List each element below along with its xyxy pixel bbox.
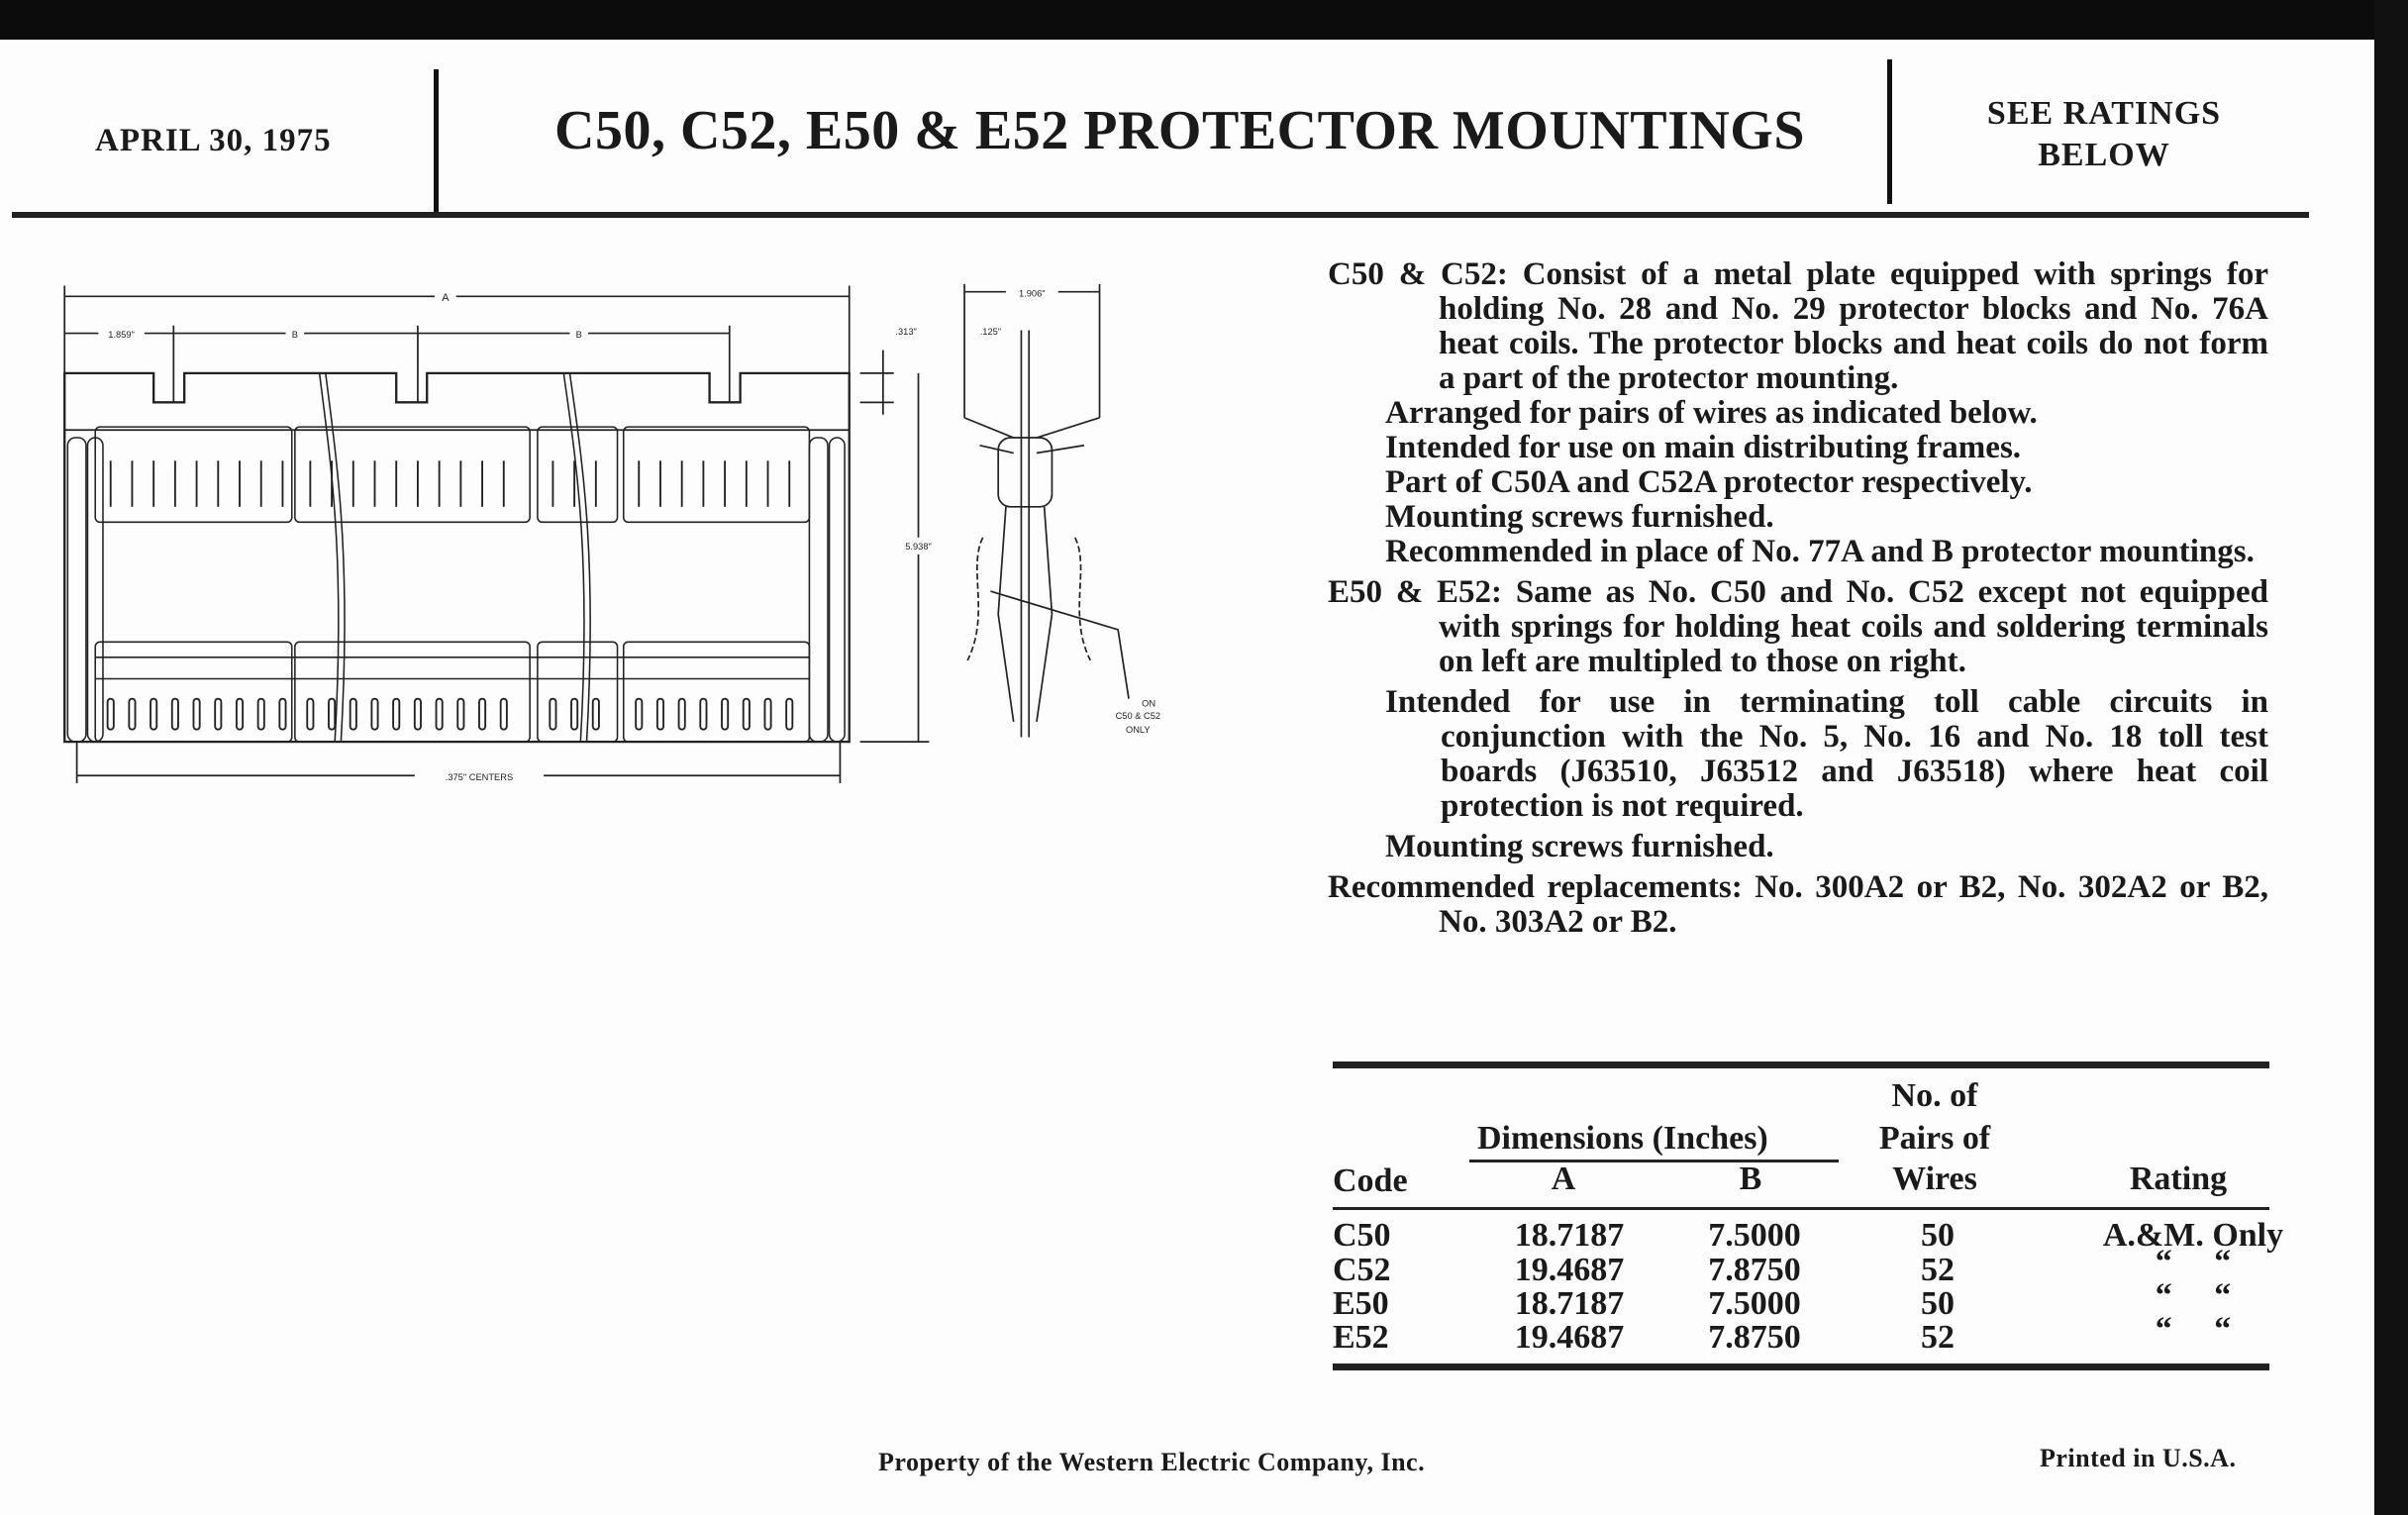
terminal-slot [437,699,443,730]
description-paragraph: Recommended replacements: No. 300A2 or B2, No. 302A2 or B2, No. 303A2 or B2. [1328,869,2268,940]
cell-pairs: 50 [1921,1217,1955,1254]
cell-pairs: 52 [1921,1319,1955,1356]
description-paragraph: Part of C50A and C52A protector respectively. [1385,464,2033,500]
terminal-slot [237,699,243,730]
terminal-slot [193,699,199,730]
cell-b: 7.8750 [1708,1252,1801,1288]
column-header-pairs: Pairs of [1878,1120,1991,1157]
terminal-slot [351,699,356,730]
terminal-slot [786,699,792,730]
column-header-code: Code [1333,1162,1408,1199]
terminal-slot [593,699,599,730]
terminal-slot [479,699,485,730]
cell-rating: “ “ [2155,1311,2232,1348]
terminal-slot [172,699,178,730]
table-rule [1333,1207,2269,1210]
terminal-slot [457,699,463,730]
description-paragraph: Recommended in place of No. 77A and B protector mountings. [1385,534,2255,569]
description-paragraph: Arranged for pairs of wires as indicated below. [1385,395,2038,431]
dim-label-centers: .375" CENTERS [445,771,514,782]
cell-code: C50 [1333,1217,1391,1254]
terminal-slot [393,699,399,730]
description-paragraph: Intended for use on main distributing frames. [1385,430,2022,465]
description-paragraph: Mounting screws furnished. [1385,829,1774,864]
description-paragraph: Intended for use in terminating toll cable circuits in conjunction with the No. 5, No. 16 and No. 18 toll test boards (J63510, J63512 and J63518) where heat coil protection is not required. [1385,684,2268,824]
column-header-dimensions: Dimensions (Inches) [1477,1120,1768,1157]
cell-b: 7.5000 [1708,1217,1801,1254]
terminal-slot [550,699,555,730]
terminal-slot [108,699,114,730]
cell-pairs: 50 [1921,1285,1955,1322]
column-header-rating: Rating [2129,1161,2228,1197]
dim-label-b: B [291,330,298,341]
dim-label-height: 5.938" [905,542,932,553]
terminal-slot [307,699,313,730]
dim-label-a: A [442,291,450,304]
column-header-b: B [1739,1161,1762,1197]
description-paragraph: E50 & E52: Same as No. C50 and No. C52 except not equipped with springs for holding heat coils and soldering terminals on left are multipled to those on right. [1328,574,2268,679]
terminal-slot [744,699,750,730]
cell-code: E50 [1333,1285,1389,1322]
terminal-slot [700,699,706,730]
terminal-slot [279,699,285,730]
date: APRIL 30, 1975 [95,123,332,158]
cell-b: 7.5000 [1708,1285,1801,1322]
terminal-slot [371,699,377,730]
terminal-slot [129,699,135,730]
page-title: C50, C52, E50 & E52 PROTECTOR MOUNTINGS [554,100,1806,161]
description-paragraph: Mounting screws furnished. [1385,499,1774,535]
description [1328,257,2268,940]
terminal-slot [258,699,264,730]
column-header-a: A [1551,1161,1576,1197]
column-header-pairs: Wires [1892,1161,1977,1197]
terminal-slot [415,699,421,730]
dim-label-side-stem: .125" [979,327,1002,338]
cell-b: 7.8750 [1708,1319,1801,1356]
terminal-slot [764,699,770,730]
terminal-slot [215,699,221,730]
column-header-pairs: No. of [1891,1077,1978,1114]
dim-label-side-width: 1.906" [1019,288,1046,299]
cell-rating: “ “ [2155,1277,2232,1314]
ratings-note-line: SEE RATINGS [1986,95,2222,132]
dimensions-underline [1469,1160,1839,1162]
cell-code: C52 [1333,1252,1391,1288]
terminal-slot [501,699,507,730]
terminal-slot [571,699,577,730]
terminal-slot [657,699,663,730]
note-line: C50 & C52 [1115,710,1161,721]
ratings-note-line: BELOW [2038,137,2170,173]
note-line: ON [1142,698,1156,709]
terminal-slot [722,699,728,730]
footer-property: Property of the Western Electric Company, Inc. [878,1448,1426,1476]
terminal-slot [329,699,335,730]
terminal-slot [150,699,156,730]
cell-a: 19.4687 [1514,1319,1625,1356]
terminal-slot [636,699,642,730]
cell-code: E52 [1333,1319,1389,1356]
cell-a: 18.7187 [1514,1285,1625,1322]
dim-label-left: 1.859" [108,330,135,341]
cell-a: 19.4687 [1514,1252,1625,1288]
note-line: ONLY [1125,724,1151,735]
dim-label-b: B [575,330,582,341]
cell-rating: “ “ [2155,1244,2232,1280]
cell-pairs: 52 [1921,1252,1955,1288]
dim-label-top: .313" [895,327,917,338]
cell-a: 18.7187 [1514,1217,1625,1254]
description-paragraph: C50 & C52: Consist of a metal plate equipped with springs for holding No. 28 and No. 29 protector blocks and No. 76A heat coils. The protector blocks and heat coils do not form a part of the protector mounting. [1328,256,2268,396]
table-rule [1333,1061,2269,1068]
cell-rating: A.&M. Only [2102,1217,2284,1254]
table-rule [1333,1364,2269,1370]
terminal-slot [679,699,685,730]
footer-printed: Printed in U.S.A. [2040,1444,2237,1472]
